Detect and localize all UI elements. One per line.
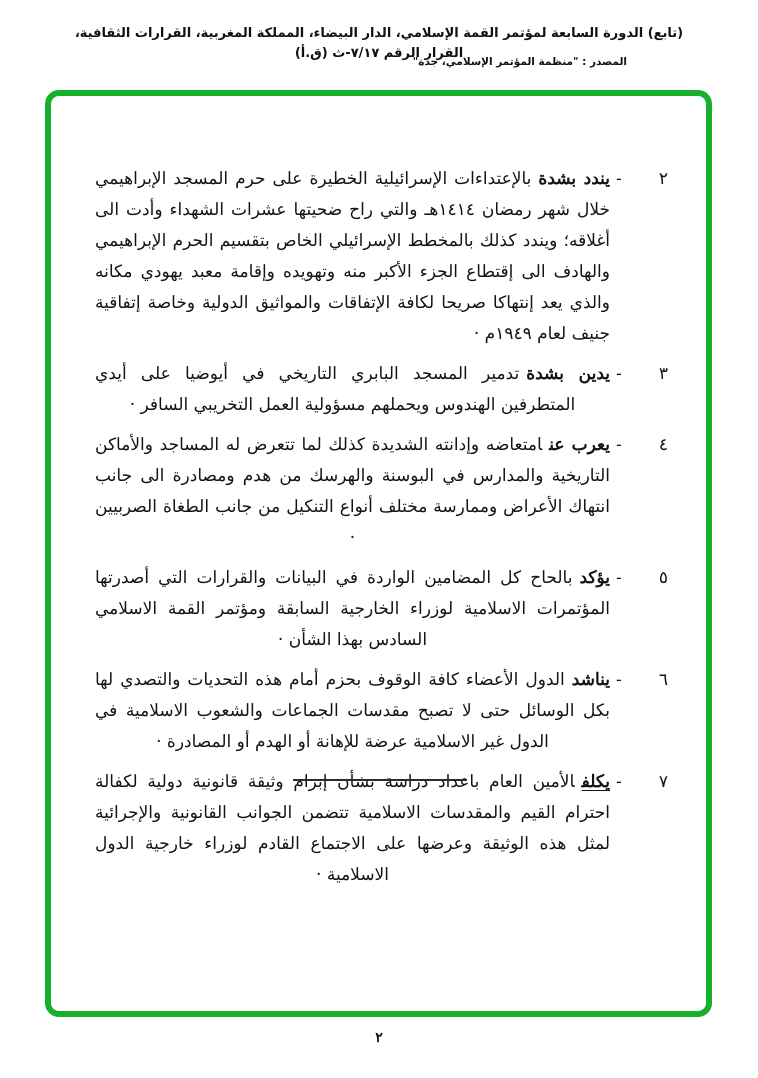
- number-glyph: ٤: [658, 435, 668, 455]
- number-dash: -: [616, 670, 622, 690]
- item-lead-word: يناشد: [571, 670, 610, 690]
- number-dash: -: [616, 772, 622, 792]
- item-number: [610, 430, 668, 554]
- item-text: [95, 767, 610, 891]
- header-source: المصدر : "منظمة المؤتمر الإسلامي، جدة": [412, 56, 627, 68]
- item-number: [610, 164, 668, 350]
- item-number: [610, 563, 668, 656]
- number-glyph: ٣: [658, 364, 668, 384]
- list-item: [95, 563, 668, 656]
- number-glyph: ٢: [658, 169, 668, 189]
- item-lead-word: يندد بشدة: [538, 169, 610, 189]
- section-end-divider: [293, 779, 467, 781]
- item-paragraph: امتعاضه وإدانته الشديدة كذلك لما تتعرض له المساجد والأماكن التاريخية والمدارس في البوسنة والهرسك من هدم ومصادرة الى جانب انتهاك الأعراض وممارسة مختلف أنواع التنكيل من جانب الطغاة الصربيين ·: [95, 435, 610, 548]
- item-text: [95, 359, 610, 421]
- number-dash: -: [616, 568, 622, 588]
- item-number: [610, 767, 668, 891]
- item-lead-word: يدين بشدة: [526, 364, 610, 384]
- number-glyph: ٧: [658, 772, 668, 792]
- item-paragraph: تدمير المسجد البابري التاريخي في أيوضيا على أيدي المتطرفين الهندوس ويحملهم مسؤولية العمل التخريبي السافر ·: [95, 364, 576, 415]
- number-glyph: ٥: [658, 568, 668, 588]
- item-paragraph: بالحاح كل المضامين الواردة في البيانات والقرارات التي أصدرتها المؤتمرات الاسلامية لوزراء الخارجية السابقة ومؤتمر القمة الاسلامي السادس بهذا الشأن ·: [95, 568, 610, 650]
- list-item: [95, 665, 668, 758]
- item-number: [610, 665, 668, 758]
- item-text: [95, 164, 610, 350]
- item-paragraph: الأمين العام باعداد دراسة بشأن إبرام وثيقة قانونية دولية لكفالة احترام القيم والمقدسات الاسلامية تتضمن الجوانب القانونية والإجرائية لمثل هذه الوثيقة وعرضها على الاجتماع القادم لوزراء خارجية الدول الاسلامية ·: [95, 772, 610, 885]
- item-lead-word: يؤكد: [579, 568, 610, 588]
- list-item: [95, 430, 668, 554]
- list-item: [95, 164, 668, 350]
- number-dash: -: [616, 435, 622, 455]
- item-lead-word: يكلف: [581, 772, 610, 792]
- number-dash: -: [616, 364, 622, 384]
- item-text: [95, 665, 610, 758]
- item-text: [95, 563, 610, 656]
- list-item: [95, 767, 668, 891]
- number-glyph: ٦: [658, 670, 668, 690]
- resolution-body: [95, 164, 668, 900]
- page-number: ٢: [375, 1030, 383, 1046]
- item-text: [95, 430, 610, 554]
- item-paragraph: بالإعتداءات الإسرائيلية الخطيرة على حرم المسجد الإبراهيمي خلال شهر رمضان ١٤١٤هـ والتي راح ضحيتها عشرات الشهداء وأدت الى أغلاقه؛ ويندد كذلك بالمخطط الإسرائيلي الخاص بتقسيم الحرم الإبراهيمي والهادف الى إقتطاع الجزء الأكبر منه وتهويده وإقامة معبد يهودي مكانه والذي يعد إنتهاكا صريحا لكافة الإتفاقات والمواثيق الدولية وخاصة إتفاقية جنيف لعام ١٩٤٩م ·: [95, 169, 610, 344]
- number-dash: -: [616, 169, 622, 189]
- list-item: [95, 359, 668, 421]
- item-number: [610, 359, 668, 421]
- item-lead-word: يعرب عن: [549, 435, 610, 455]
- header-title: (تابع) الدورة السابعة لمؤتمر القمة الإسلامي، الدار البيضاء، المملكة المغربية، القرارات الثقافية، القرار الرقم ٧/١٧-ث (ق.أ): [74, 26, 684, 61]
- document-header: [0, 24, 758, 68]
- item-paragraph: الدول الأعضاء كافة الوقوف بحزم أمام هذه التحديات والتصدي لها بكل الوسائل حتى لا تصبح مقدسات الجماعات والشعوب الاسلامية في الدول غير الاسلامية عرضة للإهانة أو الهدم أو المصادرة ·: [95, 670, 610, 752]
